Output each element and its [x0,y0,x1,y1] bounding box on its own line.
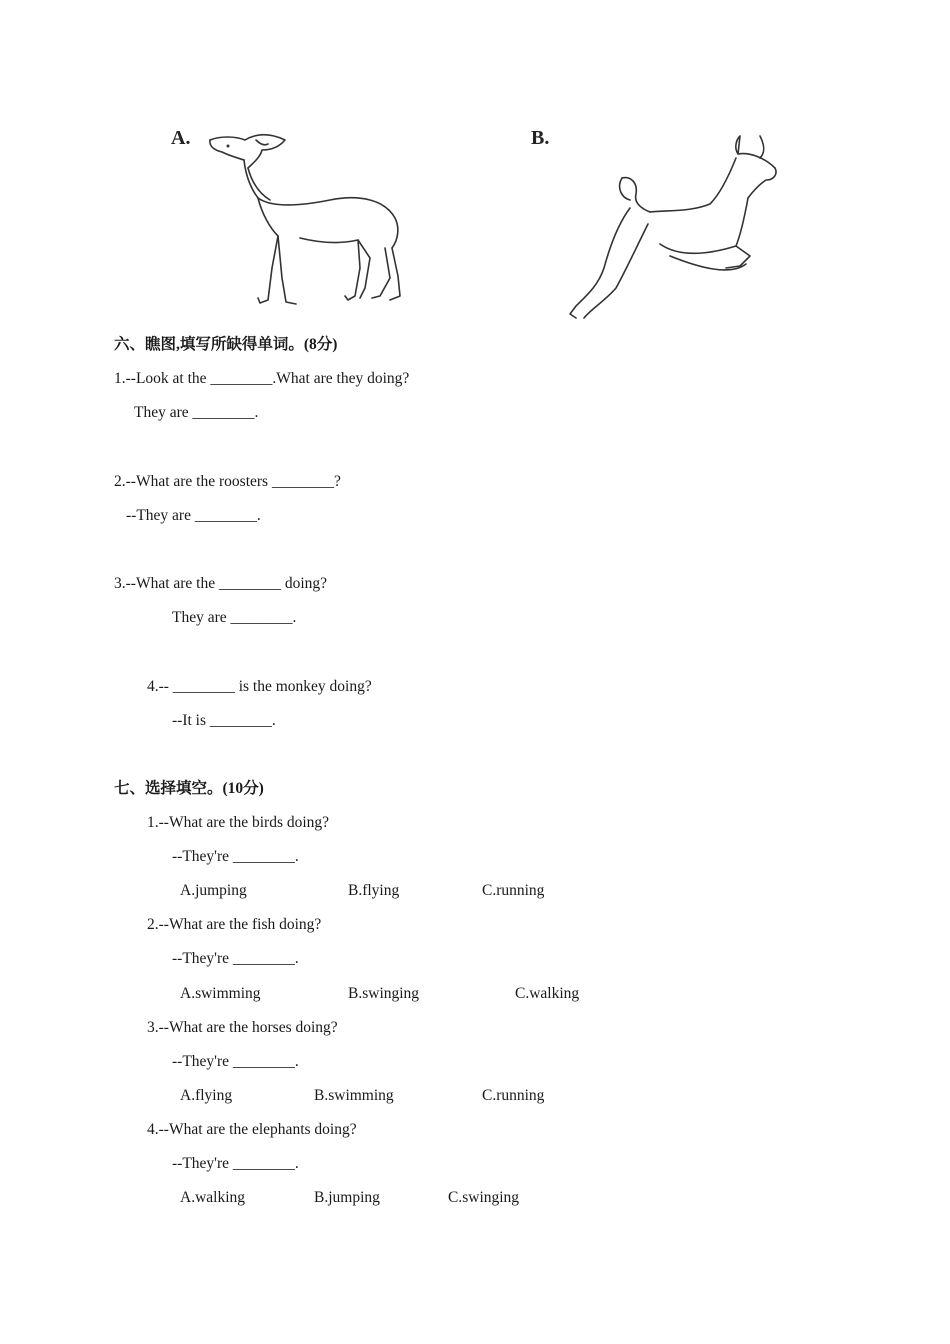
s7-q4-option-b: B.jumping [314,1189,380,1206]
s7-q3-option-a: A.flying [180,1087,233,1104]
s6-q3-answer: They are ________. [172,609,297,626]
s6-q2-question: 2.--What are the roosters ________? [114,473,341,490]
s6-q4-question: 4.-- ________ is the monkey doing? [147,678,372,695]
section7-heading: 七、选择填空。(10分) [114,780,264,797]
s7-q2-answer: --They're ________. [172,950,299,967]
s7-q4-answer: --They're ________. [172,1155,299,1172]
s7-q1-answer: --They're ________. [172,848,299,865]
section6-heading: 六、瞧图,填写所缺得单词。(8分) [114,336,338,353]
s7-q2-question: 2.--What are the fish doing? [147,916,322,933]
s6-q3-question: 3.--What are the ________ doing? [114,575,328,592]
s7-q3-option-b: B.swimming [314,1087,394,1104]
s6-q2-answer: --They are ________. [126,507,261,524]
s7-q2-option-c: C.walking [515,985,580,1002]
standing-deer-drawing [200,128,420,318]
figure-a-label: A. [171,127,191,149]
leaping-deer-drawing [560,128,790,328]
s6-q4-answer: --It is ________. [172,712,276,729]
s6-q1-question: 1.--Look at the ________.What are they doing? [114,370,410,387]
s7-q4-option-a: A.walking [180,1189,246,1206]
s7-q3-option-c: C.running [482,1087,545,1104]
s7-q1-question: 1.--What are the birds doing? [147,814,330,831]
s7-q1-option-a: A.jumping [180,882,247,899]
s7-q3-answer: --They're ________. [172,1053,299,1070]
s7-q4-question: 4.--What are the elephants doing? [147,1121,357,1138]
s7-q1-option-b: B.flying [348,882,400,899]
figure-b-label: B. [531,127,550,149]
s7-q1-option-c: C.running [482,882,545,899]
s7-q3-question: 3.--What are the horses doing? [147,1019,338,1036]
s7-q2-option-a: A.swimming [180,985,261,1002]
s7-q2-option-b: B.swinging [348,985,420,1002]
s7-q4-option-c: C.swinging [448,1189,520,1206]
s6-q1-answer: They are ________. [134,404,259,421]
